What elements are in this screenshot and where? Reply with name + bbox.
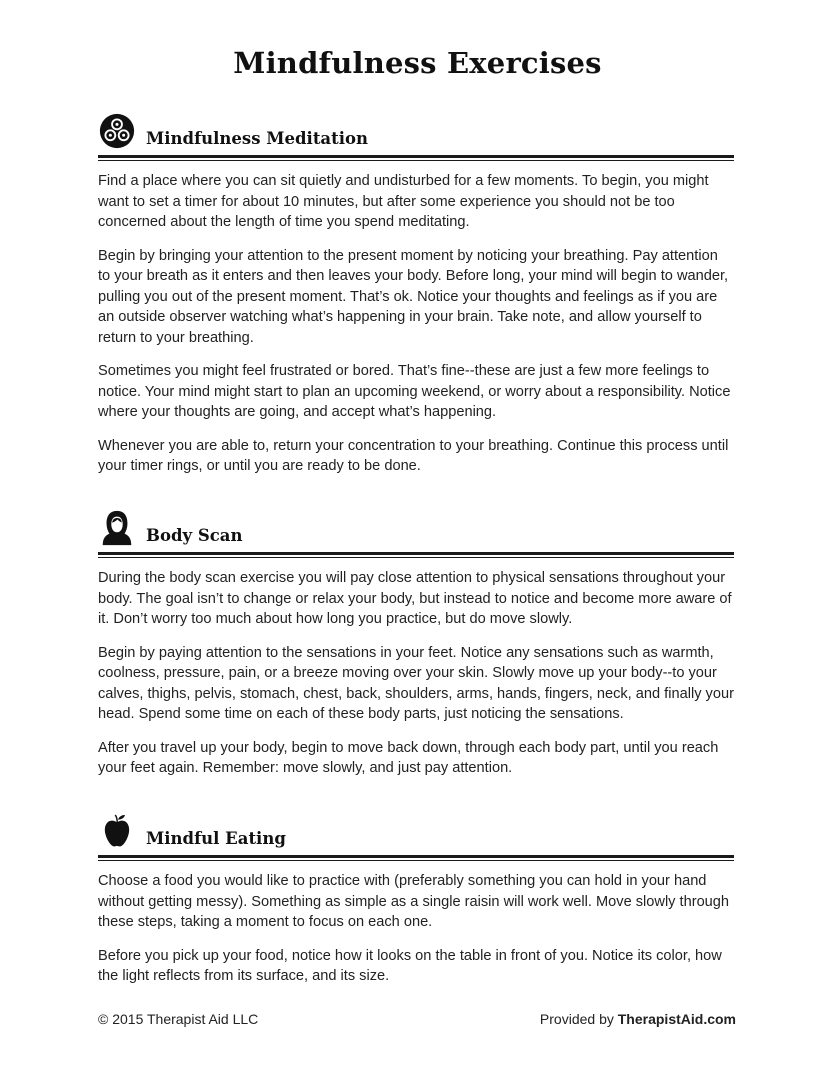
paragraph: Sometimes you might feel frustrated or bored. That’s fine--these are just a few more feelings to notice. Your mind might start to plan an upcoming weekend, or worry about a responsibility. Notice where your thoughts are going, and accept what’s happening. bbox=[98, 363, 731, 420]
section-heading: Mindful Eating bbox=[146, 829, 286, 848]
section-mindfulness-meditation bbox=[98, 113, 734, 477]
section-body bbox=[98, 171, 734, 477]
section-rule bbox=[98, 552, 734, 555]
section-rule-thin bbox=[98, 860, 734, 861]
section-rule-thin bbox=[98, 557, 734, 558]
page-title: Mindfulness Exercises bbox=[233, 46, 602, 80]
copyright-text: © 2015 Therapist Aid LLC bbox=[98, 1011, 259, 1027]
paragraph: Find a place where you can sit quietly and undisturbed for a few moments. To begin, you might want to set a timer for about 10 minutes, but after some experience you should not be too concerned about the length of time you spend meditating. bbox=[98, 173, 709, 230]
person-silhouette-icon bbox=[98, 509, 136, 547]
section-heading: Body Scan bbox=[146, 526, 243, 545]
section-header bbox=[98, 813, 734, 855]
apple-icon bbox=[98, 812, 136, 850]
paragraph: After you travel up your body, begin to move back down, through each body part, until you reach your feet again. Remember: move slowly, and just pay attention. bbox=[98, 739, 719, 776]
section-rule-thin bbox=[98, 160, 734, 161]
provided-by bbox=[540, 1011, 736, 1027]
section-rule bbox=[98, 155, 734, 158]
section-body bbox=[98, 568, 734, 779]
paragraph: Choose a food you would like to practice with (preferably something you can hold in your hand without getting messy). Something as simple as a single raisin will work well. Move slowly through these steps, taking a moment to focus on each one. bbox=[98, 873, 730, 930]
section-header bbox=[98, 510, 734, 552]
paragraph: Begin by bringing your attention to the present moment by noticing your breathing. Pay attention to your breath as it enters and then leaves your body. Before long, your mind will begin to wander, pulling you out of the present moment. That’s ok. Notice your thoughts and feelings as if you are an outside observer watching what’s happening in your brain. Take note, and allow yourself to return to your breathing. bbox=[98, 247, 729, 346]
paragraph: Whenever you are able to, return your concentration to your breathing. Continue this process until your timer rings, or until you are ready to be done. bbox=[98, 437, 729, 474]
section-mindful-eating bbox=[98, 813, 734, 987]
section-body bbox=[98, 871, 734, 987]
provided-by-label: Provided by bbox=[539, 1011, 618, 1027]
section-body-scan bbox=[98, 510, 734, 779]
brand-link[interactable]: TherapistAid.com bbox=[617, 1011, 736, 1027]
section-rule bbox=[98, 855, 734, 858]
meditation-icon bbox=[98, 112, 136, 150]
paragraph: Before you pick up your food, notice how it looks on the table in front of you. Notice its color, how the light reflects from its surface, and its size. bbox=[98, 947, 722, 984]
section-heading: Mindfulness Meditation bbox=[146, 129, 369, 148]
paragraph: Begin by paying attention to the sensations in your feet. Notice any sensations such as warmth, coolness, pressure, pain, or a breeze moving over your skin. Slowly move up your body--to your calves, thighs, pelvis, stomach, chest, back, shoulders, arms, hands, fingers, neck, and finally your head. Spend some time on each of these body parts, just noticing the sensations. bbox=[98, 644, 734, 722]
paragraph: During the body scan exercise you will pay close attention to physical sensations throughout your body. The goal isn’t to change or relax your body, but instead to notice and become more aware of it. Don’t worry too much about how long you practice, but do move slowly. bbox=[98, 570, 732, 627]
section-header bbox=[98, 113, 734, 155]
